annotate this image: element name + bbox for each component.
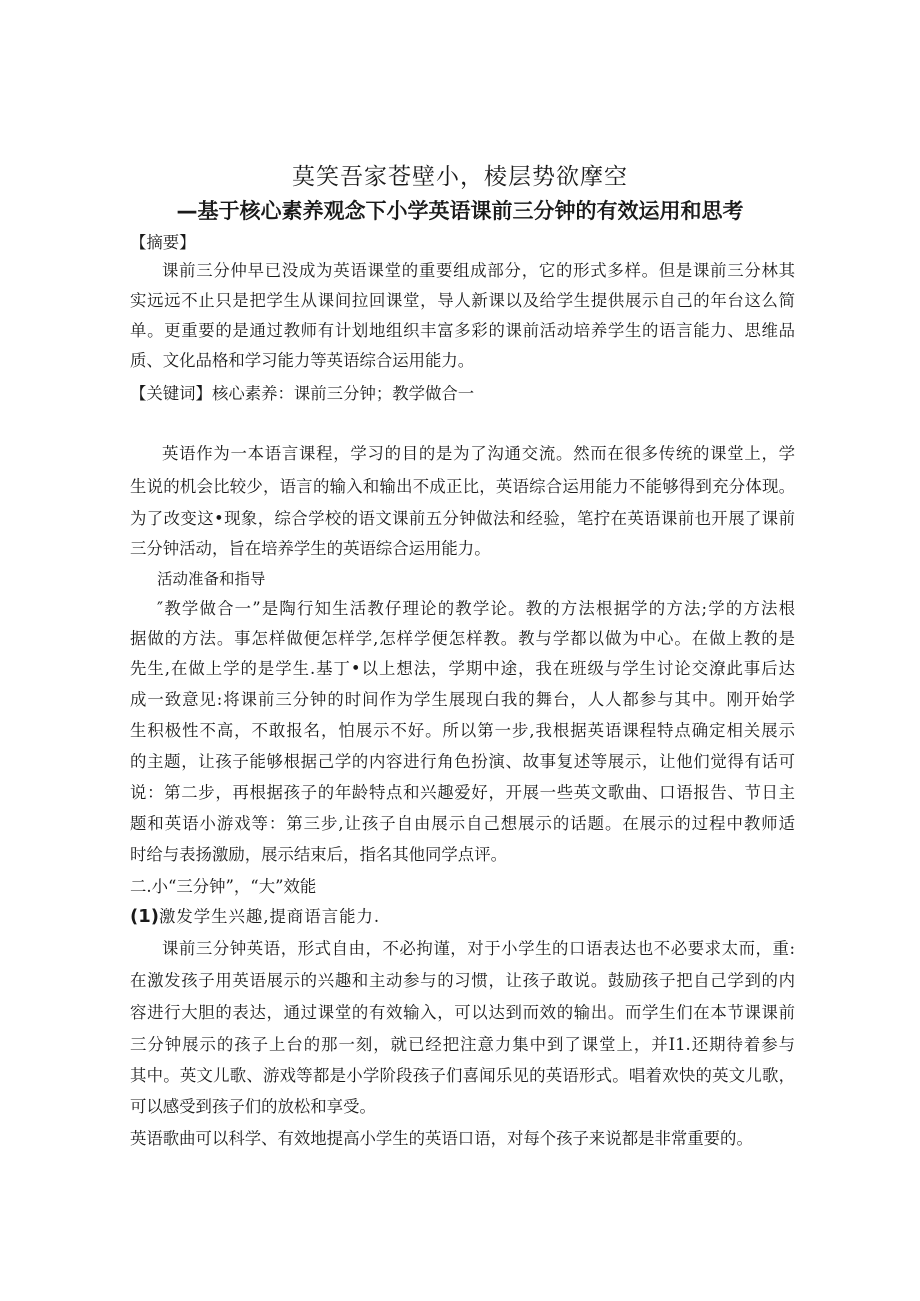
section1-line: 题和英语小游戏等：第三步,让孩子自由展示自己想展示的话题。在展示的过程中教师适 bbox=[130, 814, 795, 833]
abstract-line: 质、文化品格和学习能力等英语综合运用能力。 bbox=[130, 351, 475, 370]
intro-line: 英语作为一本语言课程，学习的目的是为了沟通交流。然而在很多传统的课堂上，学 bbox=[162, 444, 795, 463]
intro-line: 生说的机会比较少，语言的输入和输出不成正比，英语综合运用能力不能够得到充分体现。 bbox=[130, 477, 795, 496]
section1-line: 成一致意见:将课前三分钟的时间作为学生展现白我的舞台，人人都参与其中。刚开始学 bbox=[130, 690, 795, 709]
abstract-line: 单。更重要的是通过教师有计划地组织丰富多彩的课前活动培养学生的语言能力、思维品 bbox=[130, 321, 795, 340]
section1-line: 时给与表扬激励，展示结束后，指名其他同学点评。 bbox=[130, 845, 507, 864]
subheading-number: (1) bbox=[130, 906, 159, 927]
section2-heading: 二.小“三分钟”，“大”效能 bbox=[130, 877, 317, 896]
section2-line: 三分钟展示的孩子上台的那一刻，就已经把注意力集中到了课堂上，并I1.还期待着参与 bbox=[130, 1035, 795, 1054]
intro-line: 为了改变这•现象，综合学校的语文课前五分钟做法和经验，笔拧在英语课前也开展了课前 bbox=[130, 509, 795, 528]
section2-line: 课前三分钟英语，形式自由，不必拘谨，对于小学生的口语表达也不必要求太而，重: bbox=[162, 939, 795, 958]
document-subtitle: —基于核心素养观念下小学英语课前三分钟的有效运用和思考 bbox=[176, 199, 744, 223]
section2-line: 可以感受到孩子们的放松和享受。 bbox=[130, 1097, 376, 1116]
section2-subheading bbox=[130, 906, 795, 928]
abstract-label: 【摘要】 bbox=[130, 233, 196, 252]
keywords: 【关键词】核心素养：课前三分钟；教学做合一 bbox=[130, 384, 475, 403]
section2-line: 在激发孩子用英语展示的兴趣和主动参与的习惯，让孩子敢说。鼓励孩子把自己学到的内 bbox=[130, 971, 795, 990]
section1-line: 说：第二步，再根据孩子的年龄特点和兴趣爱好，开展一些英文歌曲、口语报告、节日主 bbox=[130, 783, 795, 802]
subheading-text: 激发学生兴趣,提商语言能力. bbox=[158, 907, 381, 926]
section1-line: 的主题，让孩子能够根据己学的内容进行角色扮演、故事复述等展示，让他们觉得有话可 bbox=[130, 752, 795, 771]
section2-line: 其中。英文儿歌、游戏等都是小学阶段孩子们喜闻乐见的英语形式。唱着欢快的英文儿歌， bbox=[130, 1066, 795, 1085]
closing-line: 英语歌曲可以科学、有效地提高小学生的英语口语，对每个孩子来说都是非常重要的。 bbox=[130, 1129, 753, 1148]
section1-heading: 活动准备和指导 bbox=[157, 570, 266, 588]
abstract-line: 课前三分仲早已没成为英语课堂的重要组成部分，它的形式多样。但是课前三分林其 bbox=[162, 261, 795, 280]
section1-line: 据做的方法。事怎样做便怎样学,怎样学便怎样教。教与学都以做为中心。在做上教的是 bbox=[130, 629, 795, 648]
section1-line: 先生,在做上学的是学生.基丁•以上想法，学期中途，我在班级与学生讨论交潦此事后达 bbox=[130, 659, 795, 678]
section2-line: 容进行大胆的表达，通过课堂的有效输入，可以达到而效的输出。而学生们在本节课课前 bbox=[130, 1003, 795, 1022]
abstract-line: 实远远不止只是把学生从课间拉回课堂，导人新课以及给学生提供展示自己的年台这么简 bbox=[130, 291, 795, 310]
intro-line: 三分钟活动，旨在培养学生的英语综合运用能力。 bbox=[130, 539, 491, 558]
section1-line: 生积极性不高，不敢报名，怕展示不好。所以第一步,我根据英语课程特点确定相关展示 bbox=[130, 721, 795, 740]
document-title: 莫笑吾家苍壁小，棱层势欲摩空 bbox=[292, 164, 628, 190]
section1-line: ″教学做合一”是陶行知生活教仔理论的教学论。教的方法根据学的方法;学的方法根 bbox=[157, 599, 795, 618]
